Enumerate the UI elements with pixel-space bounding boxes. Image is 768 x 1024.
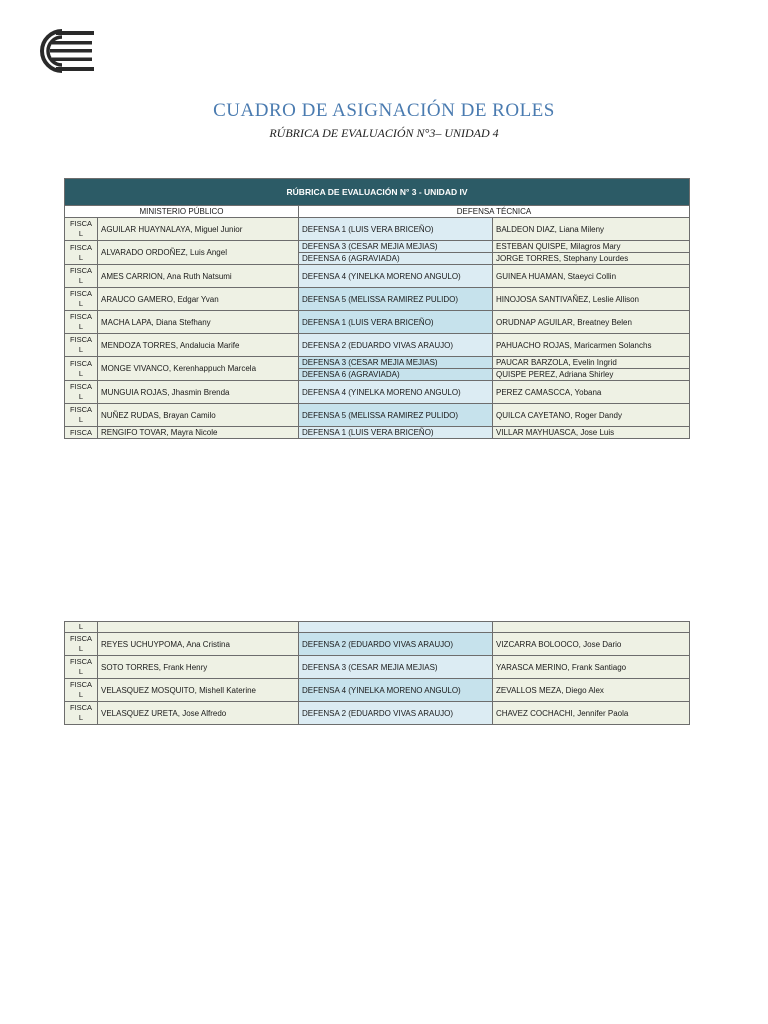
fiscal-role-cell (65, 241, 98, 265)
role-label: FISCA (69, 427, 93, 437)
defensa-name: DEFENSA 5 (MELISSA RAMIREZ PULIDO) (299, 404, 493, 427)
defensa-name: DEFENSA 4 (YINELKA MORENO ANGULO) (299, 679, 493, 702)
defensa-name: DEFENSA 6 (AGRAVIADA) (299, 369, 493, 381)
defensa-name: DEFENSA 3 (CESAR MEJIA MEJIAS) (299, 357, 493, 369)
acusado-name: VILLAR MAYHUASCA, Jose Luis (493, 427, 690, 439)
role-label: L (78, 276, 84, 285)
fiscal-name: VELASQUEZ MOSQUITO, Mishell Katerine (98, 679, 299, 702)
role-label: L (78, 299, 84, 308)
role-label: L (78, 229, 84, 238)
acusado-name: ORUDNAP AGUILAR, Breatney Belen (493, 311, 690, 334)
fiscal-role-cell (65, 404, 98, 427)
role-label: FISCA (69, 266, 93, 275)
column-header-defensa: DEFENSA TÉCNICA (299, 206, 690, 218)
role-label: L (78, 392, 84, 401)
acusado-name: HINOJOSA SANTIVAÑEZ, Leslie Allison (493, 288, 690, 311)
fiscal-role-cell (65, 381, 98, 404)
fiscal-role-cell (65, 265, 98, 288)
table-row (65, 218, 690, 241)
role-label: FISCA (69, 289, 93, 298)
fiscal-role-cell: L (65, 622, 98, 633)
fiscal-role-cell (65, 357, 98, 381)
page-subtitle: RÚBRICA DE EVALUACIÓN N°3– UNIDAD 4 (269, 126, 499, 140)
role-label: L (78, 252, 84, 262)
defensa-name: DEFENSA 2 (EDUARDO VIVAS ARAUJO) (299, 702, 493, 725)
table-row (65, 679, 690, 702)
role-label: L (78, 368, 84, 378)
role-label: L (78, 667, 84, 676)
defensa-name: DEFENSA 4 (YINELKA MORENO ANGULO) (299, 265, 493, 288)
table-row (65, 334, 690, 357)
acusado-name: YARASCA MERINO, Frank Santiago (493, 656, 690, 679)
fiscal-name: MENDOZA TORRES, Andalucia Marife (98, 334, 299, 357)
defensa-name: DEFENSA 3 (CESAR MEJIA MEJIAS) (299, 656, 493, 679)
fiscal-name: MUNGUIA ROJAS, Jhasmin Brenda (98, 381, 299, 404)
acusado-name: PAUCAR BARZOLA, Evelin Ingrid (493, 357, 690, 369)
acusado-name: CHAVEZ COCHACHI, Jennifer Paola (493, 702, 690, 725)
role-label: FISCA (69, 405, 93, 414)
role-label: FISCA (69, 634, 93, 643)
page-title: CUADRO DE ASIGNACIÓN DE ROLES (213, 100, 555, 121)
role-label: L (78, 415, 84, 424)
acusado-name: BALDEON DIAZ, Liana Mileny (493, 218, 690, 241)
role-label: L (78, 345, 84, 354)
defensa-name: DEFENSA 6 (AGRAVIADA) (299, 253, 493, 265)
table-row (65, 311, 690, 334)
defensa-name: DEFENSA 5 (MELISSA RAMIREZ PULIDO) (299, 288, 493, 311)
fiscal-name: SOTO TORRES, Frank Henry (98, 656, 299, 679)
role-label: FISCA (69, 219, 93, 228)
fiscal-name: ALVARADO ORDOÑEZ, Luis Angel (98, 241, 299, 265)
table-title: RÚBRICA DE EVALUACIÓN N° 3 - UNIDAD IV (65, 179, 690, 206)
acusado-name: PEREZ CAMASCCA, Yobana (493, 381, 690, 404)
role-label: L (78, 713, 84, 722)
fiscal-role-cell (65, 427, 98, 439)
fiscal-role-cell (65, 334, 98, 357)
acusado-name: JORGE TORRES, Stephany Lourdes (493, 253, 690, 265)
role-label: FISCA (69, 335, 93, 344)
table-row (65, 427, 690, 439)
role-label: FISCA (69, 382, 93, 391)
empty-cell (98, 622, 299, 633)
fiscal-name: ARAUCO GAMERO, Edgar Yvan (98, 288, 299, 311)
table-row (65, 702, 690, 725)
fiscal-name: MONGE VIVANCO, Kerenhappuch Marcela (98, 357, 299, 381)
table-row (65, 241, 690, 253)
table-row (65, 265, 690, 288)
role-label: FISCA (69, 703, 93, 712)
role-label: FISCA (69, 657, 93, 666)
roles-table-continued (64, 621, 690, 725)
role-label: FISCA (69, 358, 93, 368)
fiscal-name: VELASQUEZ URETA, Jose Alfredo (98, 702, 299, 725)
acusado-name: QUILCA CAYETANO, Roger Dandy (493, 404, 690, 427)
fiscal-name: AGUILAR HUAYNALAYA, Miguel Junior (98, 218, 299, 241)
role-label: FISCA (69, 680, 93, 689)
fiscal-name: MACHA LAPA, Diana Stefhany (98, 311, 299, 334)
defensa-name: DEFENSA 2 (EDUARDO VIVAS ARAUJO) (299, 334, 493, 357)
table-row (65, 633, 690, 656)
acusado-name: ESTEBAN QUISPE, Milagros Mary (493, 241, 690, 253)
table-row (65, 288, 690, 311)
fiscal-name: REYES UCHUYPOMA, Ana Cristina (98, 633, 299, 656)
role-label: L (78, 644, 84, 653)
defensa-name: DEFENSA 1 (LUIS VERA BRICEÑO) (299, 218, 493, 241)
fiscal-role-cell (65, 656, 98, 679)
table-row (65, 404, 690, 427)
role-label: L (78, 690, 84, 699)
defensa-name: DEFENSA 3 (CESAR MEJIA MEJIAS) (299, 241, 493, 253)
role-label: L (78, 322, 84, 331)
roles-table (64, 178, 690, 439)
empty-cell (493, 622, 690, 633)
fiscal-name: NUÑEZ RUDAS, Brayan Camilo (98, 404, 299, 427)
acusado-name: QUISPE PEREZ, Adriana Shirley (493, 369, 690, 381)
role-label: FISCA (69, 242, 93, 252)
fiscal-role-cell (65, 311, 98, 334)
fiscal-role-cell (65, 633, 98, 656)
defensa-name: DEFENSA 2 (EDUARDO VIVAS ARAUJO) (299, 633, 493, 656)
fiscal-name: RENGIFO TOVAR, Mayra Nicole (98, 427, 299, 439)
acusado-name: VIZCARRA BOLOOCO, Jose Dario (493, 633, 690, 656)
fiscal-role-cell (65, 679, 98, 702)
table-row (65, 381, 690, 404)
acusado-name: ZEVALLOS MEZA, Diego Alex (493, 679, 690, 702)
fiscal-name: AMES CARRION, Ana Ruth Natsumi (98, 265, 299, 288)
defensa-name: DEFENSA 1 (LUIS VERA BRICEÑO) (299, 427, 493, 439)
empty-cell (299, 622, 493, 633)
acusado-name: PAHUACHO ROJAS, Maricarmen Solanchs (493, 334, 690, 357)
fiscal-role-cell (65, 218, 98, 241)
role-label: FISCA (69, 312, 93, 321)
institution-logo-icon (34, 28, 96, 74)
fiscal-role-cell (65, 288, 98, 311)
defensa-name: DEFENSA 1 (LUIS VERA BRICEÑO) (299, 311, 493, 334)
fiscal-role-cell (65, 702, 98, 725)
table-row (65, 357, 690, 369)
acusado-name: GUINEA HUAMAN, Staeyci Collin (493, 265, 690, 288)
defensa-name: DEFENSA 4 (YINELKA MORENO ANGULO) (299, 381, 493, 404)
column-header-ministerio: MINISTERIO PÚBLICO (65, 206, 299, 218)
table-row (65, 656, 690, 679)
